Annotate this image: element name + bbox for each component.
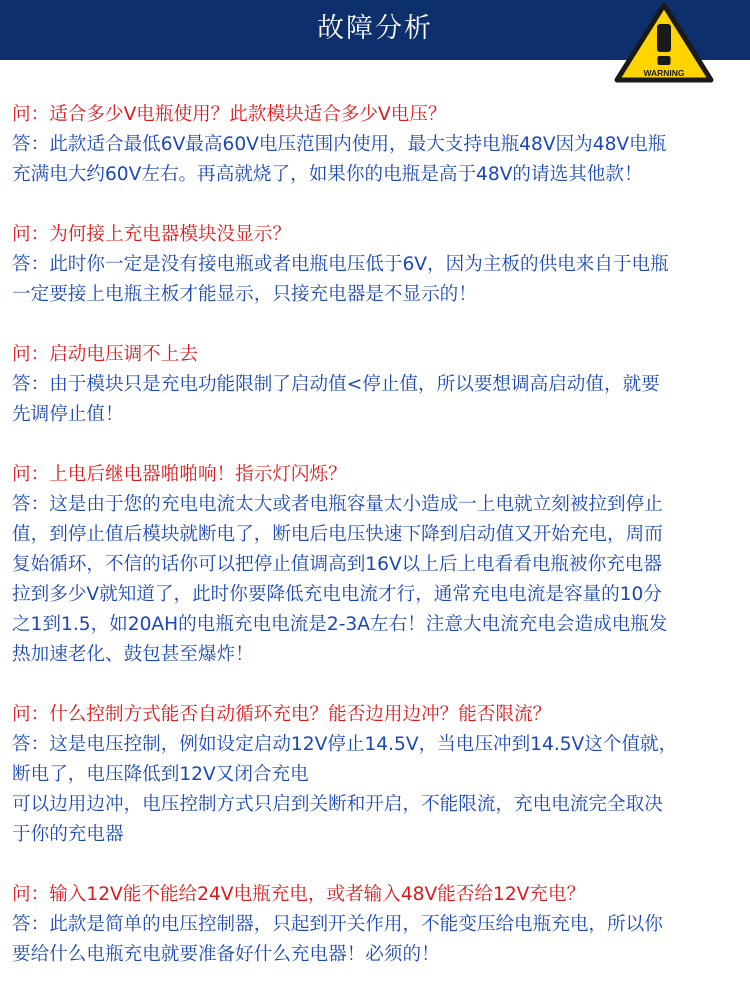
answer-text: 一定要接上电瓶主板才能显示，只接充电器是不显示的！ bbox=[12, 284, 477, 305]
faq-content bbox=[12, 100, 742, 1000]
warning-label: WARNING bbox=[643, 68, 685, 78]
page-title: 故障分析 bbox=[317, 13, 433, 44]
question-text: 问：什么控制方式能否自动循环充电？能否边用边冲？能否限流？ bbox=[12, 704, 552, 725]
qa-item bbox=[12, 460, 742, 670]
answer-text: 之1到1.5，如20AH的电瓶充电电流是2-3A左右！注意大电流充电会造成电瓶发 bbox=[12, 614, 668, 635]
answer-text: 充满电大约60V左右。再高就烧了，如果你的电瓶是高于48V的请选其他款！ bbox=[12, 164, 643, 185]
answer-text: 答：由于模块只是充电功能限制了启动值<停止值，所以要想调高启动值，就要 bbox=[12, 374, 660, 395]
question-text: 问：启动电压调不上去 bbox=[12, 344, 198, 365]
answer-text: 值，到停止值后模块就断电了，断电后电压快速下降到启动值又开始充电，周而 bbox=[12, 524, 663, 545]
answer-text: 先调停止值！ bbox=[12, 404, 124, 425]
question-text: 问：为何接上充电器模块没显示？ bbox=[12, 224, 291, 245]
question-text: 问：输入12V能不能给24V电瓶充电，或者输入48V能否给12V充电？ bbox=[12, 884, 586, 905]
qa-item bbox=[12, 880, 742, 970]
answer-text: 复始循环，不信的话你可以把停止值调高到16V以上后上电看看电瓶被你充电器 bbox=[12, 554, 662, 575]
answer-text: 拉到多少V就知道了，此时你要降低充电电流才行，通常充电电流是容量的10分 bbox=[12, 584, 662, 605]
answer-text: 要给什么电瓶充电就要准备好什么充电器！必须的！ bbox=[12, 944, 440, 965]
qa-item bbox=[12, 220, 742, 310]
answer-text: 答：这是由于您的充电电流太大或者电瓶容量太小造成一上电就立刻被拉到停止 bbox=[12, 494, 663, 515]
answer-text: 热加速老化、鼓包甚至爆炸！ bbox=[12, 644, 254, 665]
answer-text: 于你的充电器 bbox=[12, 824, 124, 845]
answer-text: 答：此时你一定是没有接电瓶或者电瓶电压低于6V，因为主板的供电来自于电瓶 bbox=[12, 254, 669, 275]
answer-text: 答：此款是简单的电压控制器，只起到开关作用，不能变压给电瓶充电，所以你 bbox=[12, 914, 663, 935]
answer-text: 断电了，电压降低到12V又闭合充电 bbox=[12, 764, 309, 785]
question-text: 问：上电后继电器啪啪响！指示灯闪烁？ bbox=[12, 464, 347, 485]
question-text: 问：适合多少V电瓶使用？此款模块适合多少V电压？ bbox=[12, 104, 447, 125]
warning-icon bbox=[614, 2, 714, 84]
qa-item bbox=[12, 100, 742, 190]
qa-item bbox=[12, 700, 742, 850]
answer-text: 可以边用边冲，电压控制方式只启到关断和开启，不能限流，充电电流完全取决 bbox=[12, 794, 663, 815]
answer-text: 答：此款适合最低6V最高60V电压范围内使用，最大支持电瓶48V因为48V电瓶 bbox=[12, 134, 667, 155]
answer-text: 答：这是电压控制，例如设定启动12V停止14.5V，当电压冲到14.5V这个值就， bbox=[12, 734, 678, 755]
qa-item bbox=[12, 340, 742, 430]
